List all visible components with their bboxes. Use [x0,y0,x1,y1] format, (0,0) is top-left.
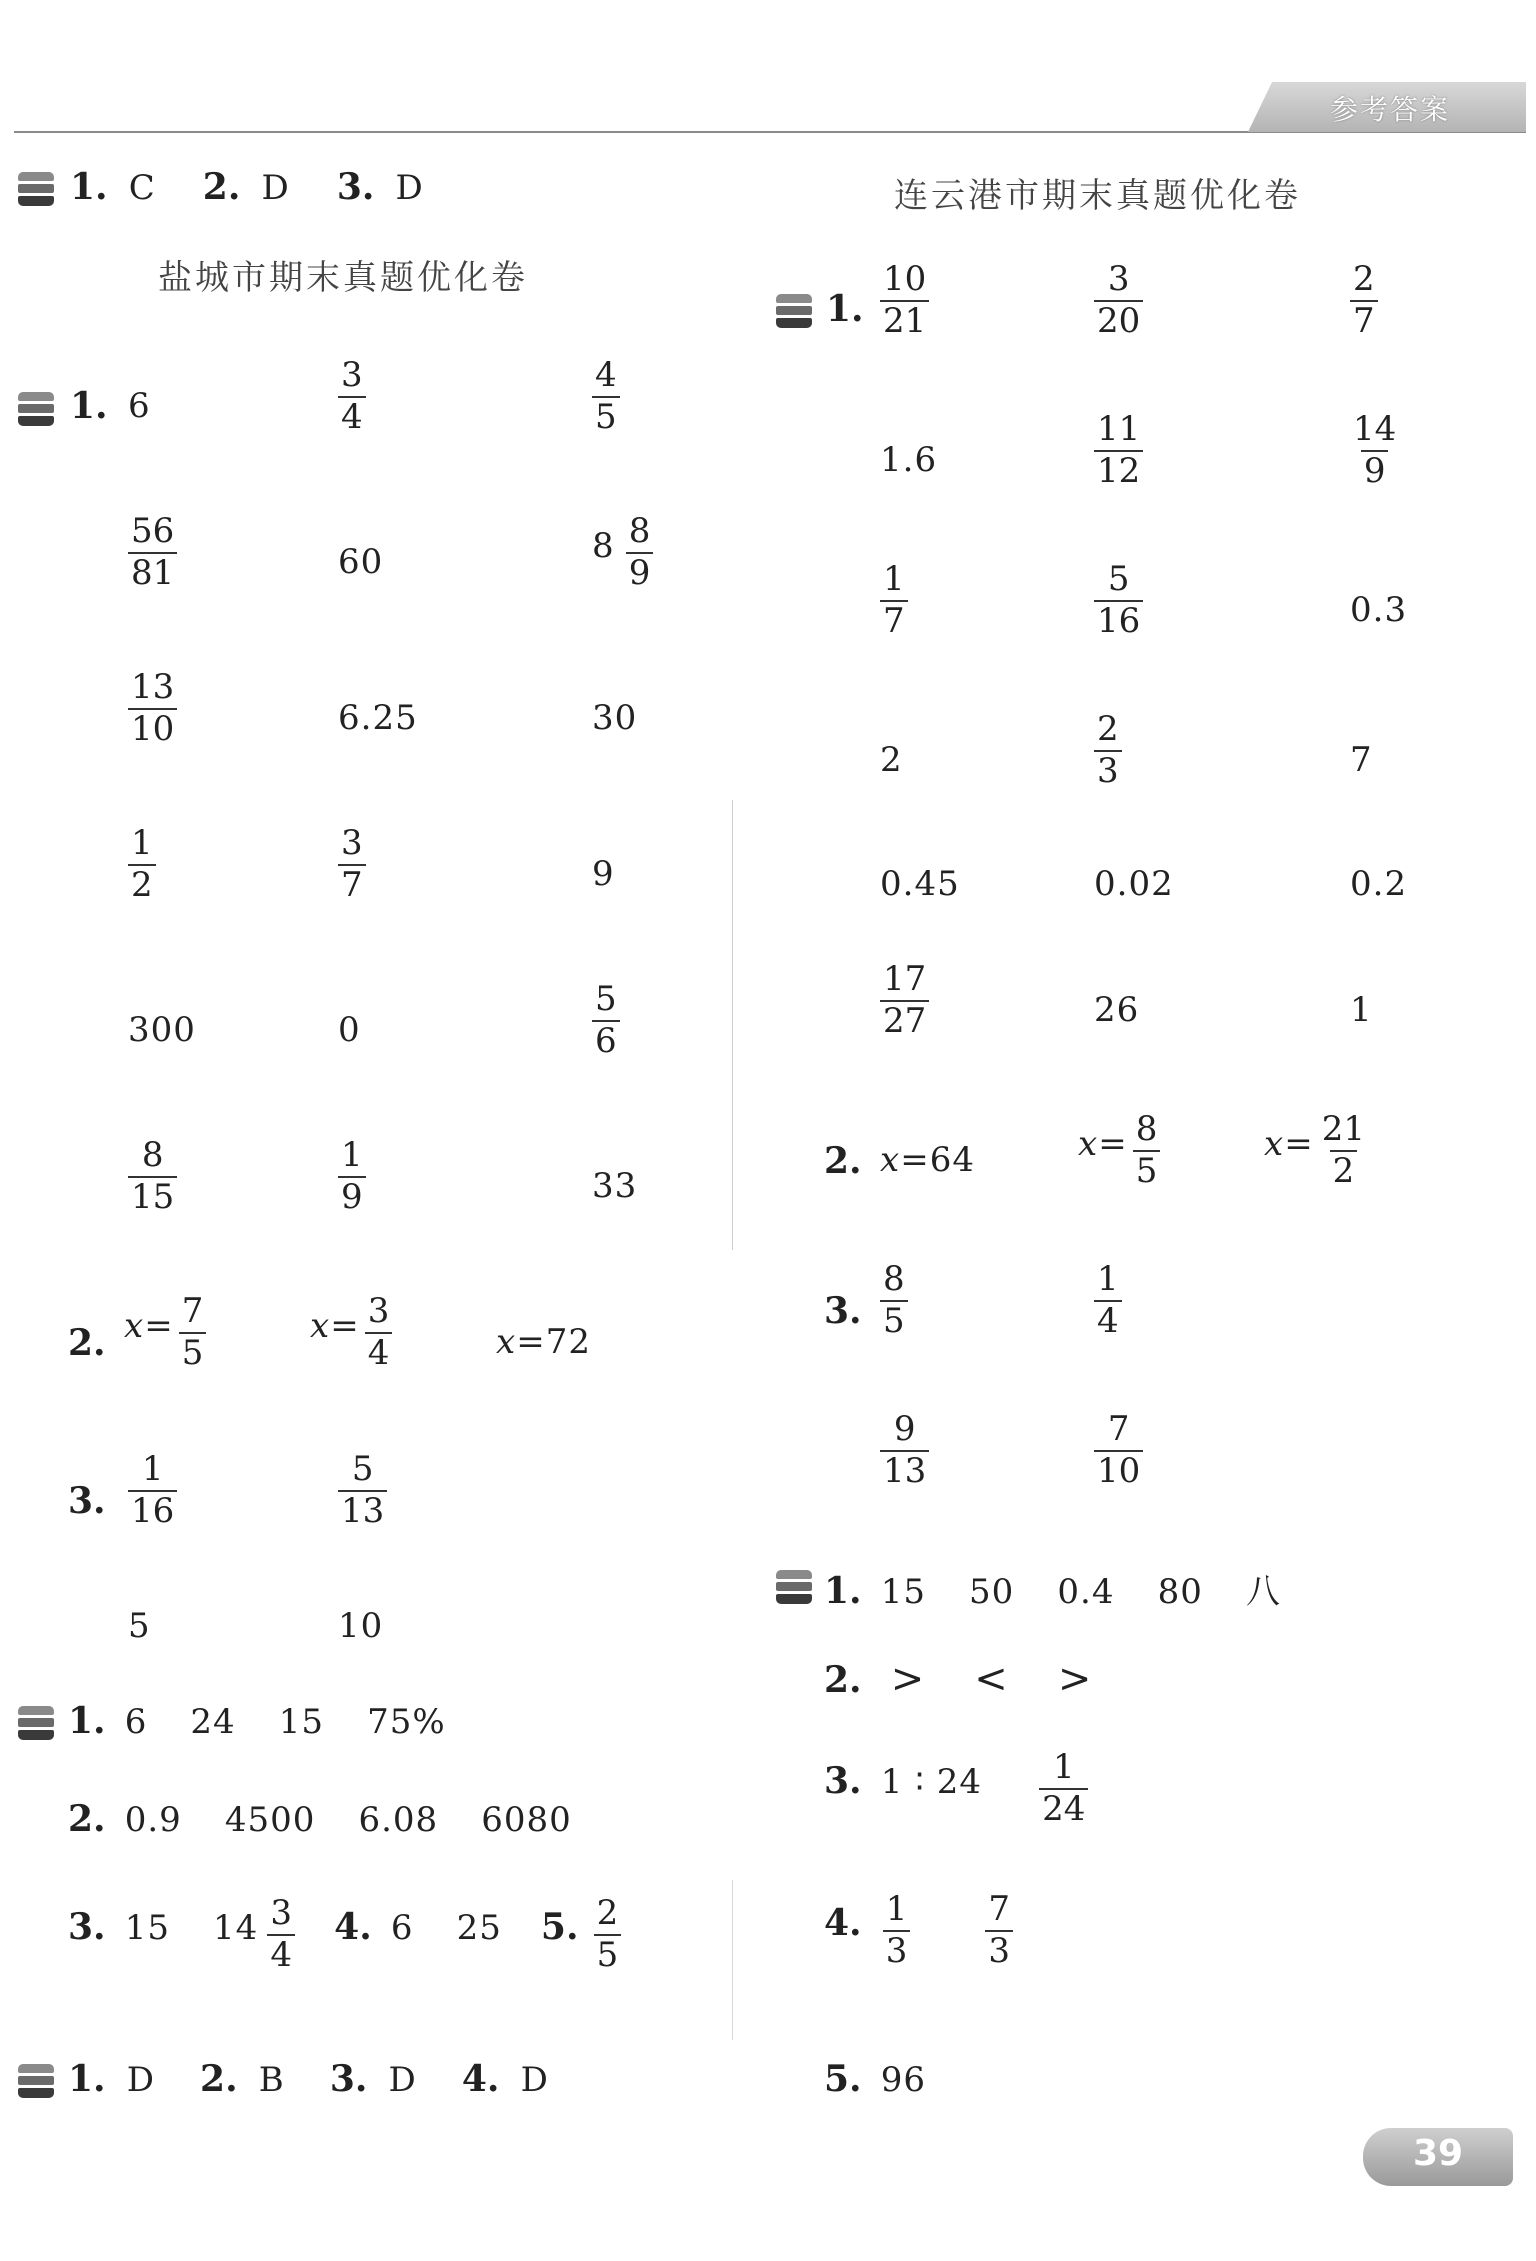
answer-line: 2. > < > [824,1656,1093,1702]
fraction: $\frac{3}{4}$ [338,358,366,435]
mixed-whole: 8 [592,526,615,567]
equation: x= $\frac{8}{5}$ [1078,1112,1160,1189]
answer-line: 1. 6 24 15 75% [68,1700,446,1742]
equation: x= $\frac{3}{4}$ [310,1294,392,1371]
answer-line: 1. 15 50 0.4 80 八 [824,1570,1281,1612]
cell: 6 [128,386,151,426]
question-number: 2. [68,1322,106,1364]
fraction: $\frac{8}{15}$ [128,1138,177,1215]
equation: x= $\frac{7}{5}$ [124,1294,206,1371]
question-number: 2. [824,1140,862,1182]
column-divider-lower [732,1880,733,2040]
fraction: $\frac{2}{5}$ [594,1896,622,1973]
fraction: $\frac{7}{10}$ [1094,1412,1143,1489]
cell: 60 [338,542,384,582]
fraction: $\frac{13}{10}$ [128,670,177,747]
section-marker-icon [776,1570,812,1604]
fraction: $\frac{2}{3}$ [1094,712,1122,789]
fraction: $\frac{4}{5}$ [592,358,620,435]
cell: 0.02 [1094,864,1174,904]
fraction: $\frac{9}{13}$ [880,1412,929,1489]
answer-2: D [261,168,290,208]
cell: 10 [338,1606,384,1646]
answer-line: 4. $\frac{1}{3}$ $\frac{7}{3}$ [824,1892,1013,1969]
fraction: $\frac{3}{20}$ [1094,262,1143,339]
fraction: $\frac{1}{3}$ [883,1892,911,1969]
fraction: $\frac{5}{6}$ [592,982,620,1059]
cell: 0.45 [880,864,960,904]
section-marker-icon [776,294,812,328]
fraction: $\frac{5}{13}$ [338,1452,387,1529]
section-marker-icon [18,172,54,206]
fraction: $\frac{1}{24}$ [1039,1750,1088,1827]
fraction: $\frac{3}{4}$ [267,1896,295,1973]
cell: 30 [592,698,638,738]
fraction: $\frac{56}{81}$ [128,514,177,591]
cell: 26 [1094,990,1140,1030]
header-title: 参考答案 [1329,93,1450,126]
section-marker-icon [18,392,54,426]
fraction: $\frac{1}{7}$ [880,562,908,639]
cell: 0.2 [1350,864,1408,904]
cell: 9 [592,854,615,894]
cell: 7 [1350,740,1373,780]
answer-line: 2. 0.9 4500 6.08 6080 [68,1798,572,1840]
fraction: $\frac{2}{7}$ [1350,262,1378,339]
left-section-title: 盐城市期末真题优化卷 [158,258,528,298]
cell: 33 [592,1166,638,1206]
question-number: 1. [826,288,864,330]
equation: x= $\frac{21}{2}$ [1264,1112,1368,1189]
section-marker-icon [18,2064,54,2098]
answer-line: 1. D 2. B 3. D 4. D [68,2058,549,2100]
fraction: $\frac{7}{5}$ [179,1294,207,1371]
answer-line: 3. 15 14 $\frac{3}{4}$ 4. 6 25 5. $\frac{2}{5}$ [68,1896,621,1973]
fraction: $\frac{8}{5}$ [1133,1112,1161,1189]
question-number: 3. [68,1480,106,1522]
cell: 0.3 [1350,590,1408,630]
cell: 300 [128,1010,196,1050]
cell: 1.6 [880,440,938,480]
cell: 1 [1350,990,1373,1030]
top-answers: 1. C 2. D 3. D [70,166,424,208]
fraction: $\frac{5}{16}$ [1094,562,1143,639]
answer-line: 5. 96 [824,2058,926,2100]
section-marker-icon [18,1706,54,1740]
fraction: $\frac{1}{16}$ [128,1452,177,1529]
answer-1: C [128,168,156,208]
fraction: $\frac{17}{27}$ [880,962,929,1039]
fraction: $\frac{21}{2}$ [1321,1109,1366,1191]
equation: x=72 [496,1322,591,1362]
answer-3: D [395,168,424,208]
column-divider [732,800,733,1250]
question-number: 1. [70,385,108,427]
cell: 5 [128,1606,151,1646]
fraction: $\frac{1}{4}$ [1094,1262,1122,1339]
question-number: 3. [824,1290,862,1332]
cell: 6.25 [338,698,418,738]
cell: 2 [880,740,903,780]
right-section-title: 连云港市期末真题优化卷 [894,176,1301,216]
page-number: 39 [1412,2133,1464,2174]
fraction: $\frac{8}{5}$ [880,1262,908,1339]
fraction: $\frac{7}{3}$ [985,1892,1013,1969]
answer-line: 3. 1 ∶ 24 $\frac{1}{24}$ [824,1750,1088,1827]
fraction: $\frac{3}{4}$ [365,1294,393,1371]
fraction: $\frac{8}{9}$ [626,514,654,591]
fraction: $\frac{1}{2}$ [128,826,156,903]
cell: 0 [338,1010,361,1050]
fraction: $\frac{14}{9}$ [1353,409,1397,491]
fraction: $\frac{11}{12}$ [1094,412,1143,489]
equation: x=64 [880,1140,975,1180]
fraction: $\frac{1}{9}$ [338,1138,366,1215]
fraction: $\frac{3}{7}$ [338,826,366,903]
fraction: $\frac{10}{21}$ [880,262,929,339]
